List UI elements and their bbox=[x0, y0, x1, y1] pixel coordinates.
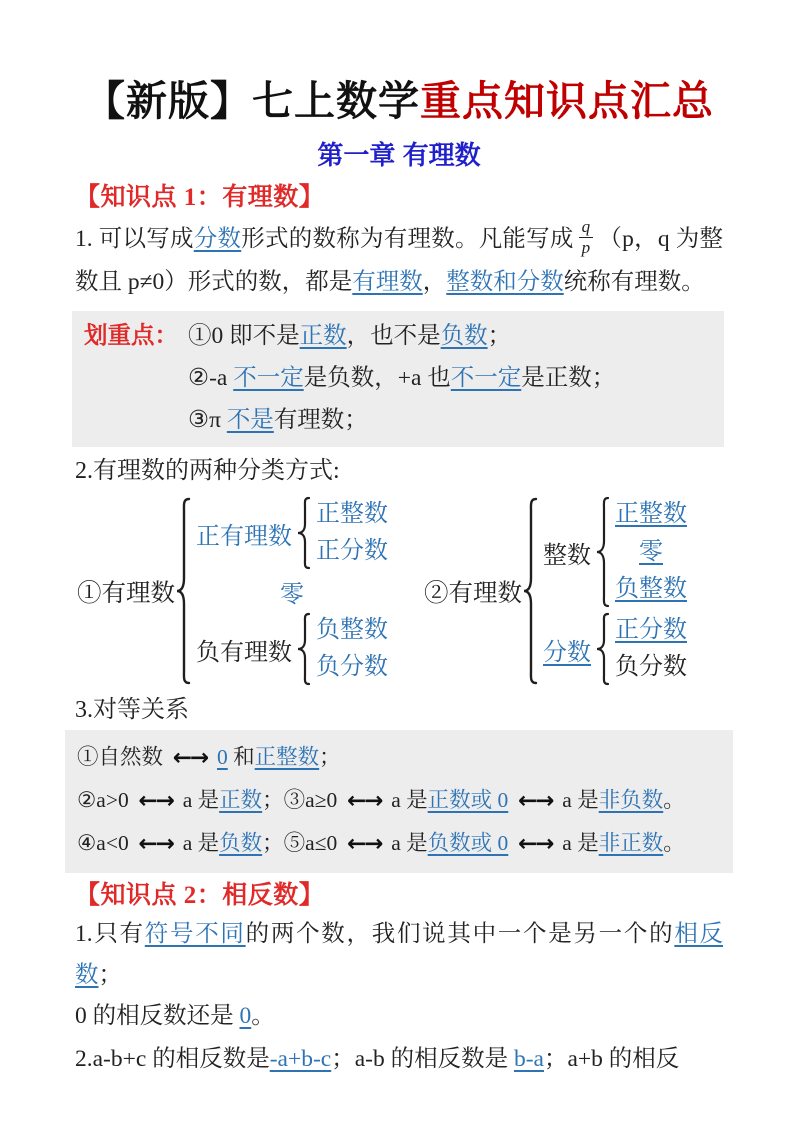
kp2-heading: 【知识点 2：相反数】 bbox=[75, 882, 325, 909]
diagram2-group-fractions bbox=[543, 612, 687, 686]
group-label: 分数 bbox=[543, 639, 591, 666]
diagram-item: 正整数 bbox=[316, 501, 388, 528]
underlined-term: 非负数 bbox=[598, 788, 664, 812]
highlight-lines bbox=[188, 315, 615, 441]
relation-title: 3.对等关系 bbox=[75, 697, 189, 723]
text-segment: 。 bbox=[663, 831, 685, 855]
underlined-term: 不是 bbox=[226, 407, 274, 433]
double-arrow-icon: ←→ bbox=[346, 831, 382, 857]
double-arrow-icon: ←→ bbox=[172, 745, 208, 771]
text-segment: ；a-b 的相反数是 bbox=[331, 1046, 514, 1072]
text-segment: 。 bbox=[251, 1003, 275, 1029]
classification-diagram-1 bbox=[77, 496, 388, 686]
text-segment: a 是 bbox=[182, 831, 220, 855]
text-segment: ④a<0 bbox=[77, 831, 129, 855]
text-segment: ②-a bbox=[188, 365, 234, 391]
underlined-term: 整数和分数 bbox=[446, 269, 564, 295]
text-segment: ；⑤a≤0 bbox=[262, 831, 338, 855]
group-label: 正有理数 bbox=[196, 523, 292, 550]
text-segment: ②a>0 bbox=[77, 788, 129, 812]
chapter-title: 第一章 有理数 bbox=[317, 140, 481, 170]
text-segment: ，也不是 bbox=[346, 323, 441, 349]
curly-brace-icon bbox=[295, 612, 311, 686]
diagram-item: 负整数 bbox=[615, 576, 687, 603]
text-segment: ①0 即不是 bbox=[188, 323, 300, 349]
group-items bbox=[615, 496, 687, 608]
highlight-box bbox=[72, 311, 724, 447]
text-segment: 是正数； bbox=[521, 365, 616, 391]
curly-brace-icon bbox=[175, 496, 191, 686]
group-label: 整数 bbox=[543, 542, 591, 569]
double-arrow-icon: ←→ bbox=[138, 788, 173, 814]
text-segment: a 是 bbox=[391, 788, 428, 812]
underlined-term: 正数或 0 bbox=[427, 788, 509, 812]
underlined-term: 正数 bbox=[299, 323, 347, 349]
text-segment: ； bbox=[98, 962, 122, 988]
underlined-term: 非正数 bbox=[598, 831, 664, 855]
text-segment: 是负数，+a 也 bbox=[303, 365, 451, 391]
diagram-item: 正分数 bbox=[316, 538, 388, 565]
diagram2-root-label: ②有理数 bbox=[424, 579, 522, 607]
relation-line-3 bbox=[77, 822, 733, 865]
text-segment: a 是 bbox=[562, 788, 599, 812]
diagram-item: 负分数 bbox=[615, 654, 687, 681]
title-red-part: 重点知识点汇总 bbox=[420, 78, 714, 124]
text-segment: 和 bbox=[227, 745, 255, 769]
underlined-term: 0 bbox=[239, 1003, 252, 1029]
highlight-line-3 bbox=[188, 399, 615, 441]
text-segment: ， bbox=[422, 269, 447, 295]
text-segment: 。 bbox=[663, 788, 685, 812]
underlined-term: 分数 bbox=[193, 226, 242, 252]
diagram1-zero-label: 零 bbox=[280, 581, 304, 608]
text-segment: ③π bbox=[188, 407, 227, 433]
diagram-item: 负整数 bbox=[316, 617, 388, 644]
text-segment: ； bbox=[487, 323, 512, 349]
kp1-heading: 【知识点 1：有理数】 bbox=[75, 184, 325, 211]
double-arrow-icon: ←→ bbox=[518, 831, 553, 857]
text-segment: a 是 bbox=[562, 831, 599, 855]
highlight-label: 划重点： bbox=[84, 323, 178, 349]
underlined-term: -a+b-c bbox=[269, 1046, 332, 1072]
curly-brace-icon bbox=[594, 612, 610, 686]
text-segment: 1.只有 bbox=[75, 921, 145, 947]
underlined-term: 正整数 bbox=[254, 745, 320, 769]
text-segment: 1. 可以写成 bbox=[75, 226, 194, 252]
double-arrow-icon: ←→ bbox=[138, 831, 173, 857]
text-segment: a 是 bbox=[391, 831, 428, 855]
page-title bbox=[75, 74, 723, 128]
text-segment: ；③a≥0 bbox=[262, 788, 338, 812]
fraction-q-over-p bbox=[579, 218, 594, 257]
diagram1-group-negative bbox=[196, 612, 388, 686]
underlined-term: 不一定 bbox=[233, 365, 304, 391]
kp1-paragraph-1 bbox=[75, 218, 723, 304]
text-segment: 统称有理数。 bbox=[563, 269, 705, 295]
classification-title: 2.有理数的两种分类方式: bbox=[75, 458, 340, 484]
double-arrow-icon: ←→ bbox=[346, 788, 382, 814]
fraction-numerator: q bbox=[579, 218, 594, 238]
classification-diagram-2 bbox=[424, 496, 687, 686]
text-segment: ；a+b 的相反 bbox=[544, 1046, 680, 1072]
relation-line-1 bbox=[77, 736, 733, 779]
underlined-term: 符号不同 bbox=[144, 921, 246, 947]
group-items bbox=[316, 496, 388, 570]
text-segment: 有理数； bbox=[273, 407, 368, 433]
classification-diagrams bbox=[75, 496, 723, 686]
group-label: 负有理数 bbox=[196, 639, 292, 666]
text-segment: ①自然数 bbox=[77, 745, 164, 769]
diagram-item: 负分数 bbox=[316, 654, 388, 681]
diagram2-body bbox=[543, 496, 687, 686]
text-segment: 2.a-b+c 的相反数是 bbox=[75, 1046, 270, 1072]
underlined-term: b-a bbox=[513, 1046, 544, 1072]
underlined-term: 不一定 bbox=[450, 365, 522, 391]
group-items bbox=[615, 612, 687, 686]
text-segment: 0 的相反数还是 bbox=[75, 1003, 240, 1029]
highlight-line-1 bbox=[188, 315, 615, 357]
underlined-term: 负数或 0 bbox=[427, 831, 509, 855]
text-segment: （p，q 为整数且 p≠0）形式的数，都是 bbox=[75, 226, 724, 295]
diagram1-body bbox=[196, 496, 388, 686]
highlight-line-2 bbox=[188, 357, 615, 399]
double-arrow-icon: ←→ bbox=[518, 788, 553, 814]
curly-brace-icon bbox=[594, 496, 610, 608]
underlined-term: 正数 bbox=[219, 788, 263, 812]
diagram1-group-positive bbox=[196, 496, 388, 570]
diagram1-root-label: ①有理数 bbox=[77, 579, 175, 607]
curly-brace-icon bbox=[522, 496, 538, 686]
underlined-term: 负数 bbox=[440, 323, 488, 349]
curly-brace-icon bbox=[295, 496, 311, 570]
text-segment: 的两个数，我们说其中一个是另一个的 bbox=[245, 921, 675, 947]
diagram2-group-integers bbox=[543, 496, 687, 608]
title-black-part: 【新版】七上数学 bbox=[84, 78, 420, 124]
relation-box bbox=[65, 730, 733, 873]
text-segment: a 是 bbox=[182, 788, 220, 812]
fraction-denominator: p bbox=[581, 238, 591, 258]
relation-line-2 bbox=[77, 779, 733, 822]
kp2-paragraph-2 bbox=[75, 1039, 723, 1080]
group-items bbox=[316, 612, 388, 686]
diagram-item: 正分数 bbox=[615, 617, 687, 644]
kp2-paragraph-1 bbox=[75, 914, 723, 1037]
diagram-item: 正整数 bbox=[615, 501, 687, 528]
diagram-item: 零 bbox=[639, 538, 663, 565]
text-segment: 形式的数称为有理数。凡能写成 bbox=[241, 226, 574, 252]
underlined-term: 0 bbox=[217, 745, 228, 769]
underlined-term: 负数 bbox=[219, 831, 263, 855]
text-segment: ； bbox=[319, 745, 341, 769]
underlined-term: 相反数 bbox=[75, 921, 724, 988]
underlined-term: 有理数 bbox=[352, 269, 423, 295]
